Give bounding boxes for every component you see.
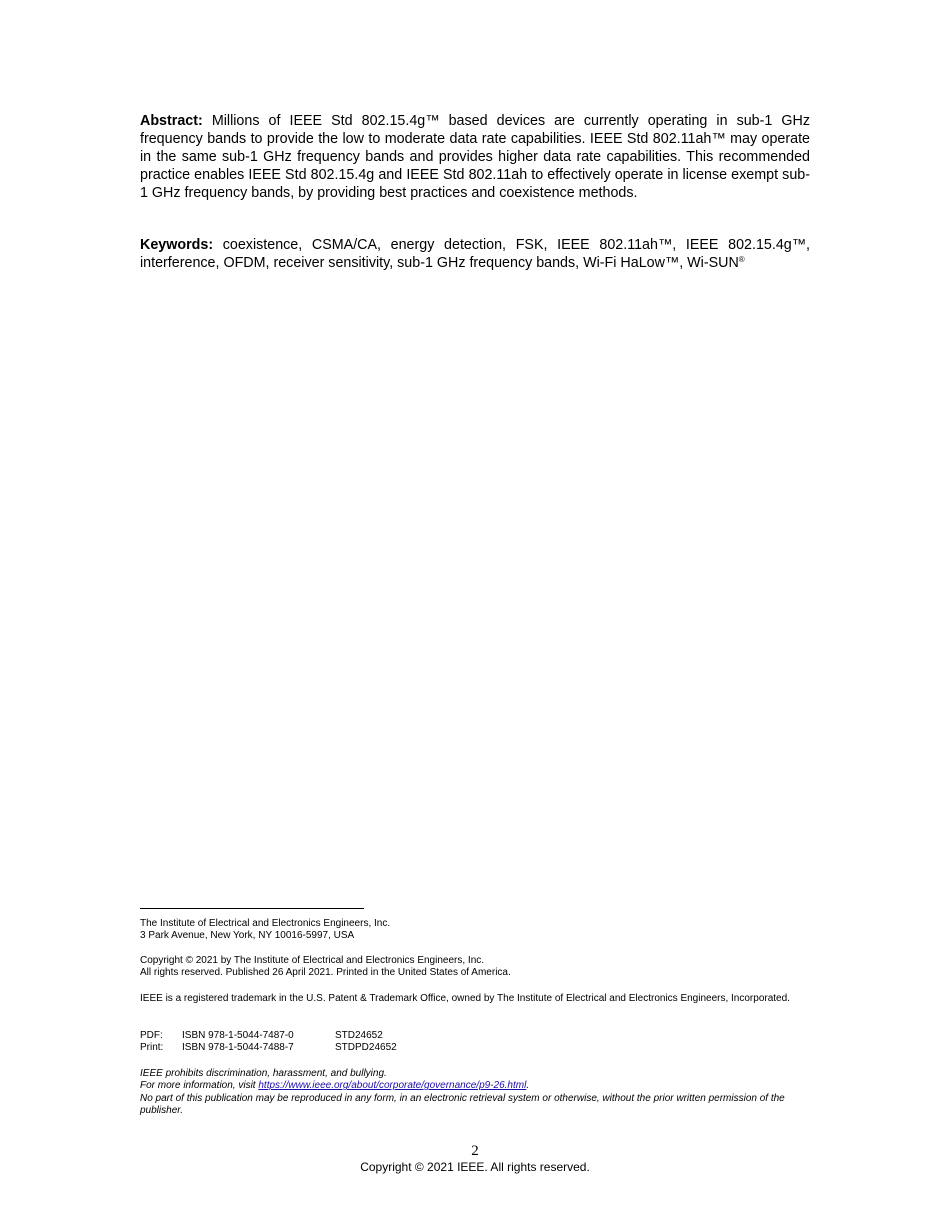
copyright-notice — [140, 955, 812, 980]
keywords-paragraph — [140, 236, 810, 272]
trademark-notice: IEEE is a registered trademark in the U.S. Patent & Trademark Office, owned by The Institute of Electrical and Electronics Engineers, Incorporated. — [140, 993, 790, 1004]
abstract-label: Abstract: — [140, 113, 203, 129]
page-footer: Copyright © 2021 IEEE. All rights reserved. — [360, 1160, 590, 1174]
page-number: 2 — [471, 1143, 479, 1159]
isbn-code: STD24652 — [335, 1030, 383, 1041]
isbn-format: PDF: — [140, 1030, 163, 1041]
isbn-number: ISBN 978-1-5044-7487-0 — [182, 1030, 294, 1041]
address-line: The Institute of Electrical and Electronics Engineers, Inc. — [140, 918, 391, 929]
info-suffix: . — [526, 1080, 530, 1092]
info-line — [140, 1080, 812, 1092]
keywords-label: Keywords: — [140, 237, 214, 253]
isbn-number: ISBN 978-1-5044-7488-7 — [182, 1042, 294, 1054]
isbn-row-pdf — [140, 1030, 812, 1042]
info-prefix: For more information, visit — [140, 1080, 259, 1092]
isbn-row-print — [140, 1042, 812, 1054]
copyright-line: All rights reserved. Published 26 April 2021. Printed in the United States of America. — [140, 967, 511, 979]
abstract-paragraph — [140, 112, 810, 202]
registered-mark: ® — [738, 255, 745, 264]
copyright-line: Copyright © 2021 by The Institute of Electrical and Electronics Engineers, Inc. — [140, 955, 485, 966]
address-line: 3 Park Avenue, New York, NY 10016-5997, USA — [140, 930, 355, 942]
footnote-divider — [140, 908, 364, 909]
reproduction-notice: No part of this publication may be reproduced in any form, in an electronic retrieval system or otherwise, without the prior written permission of the publisher. — [140, 1092, 785, 1116]
isbn-format: Print: — [140, 1042, 164, 1054]
policy-link[interactable]: https://www.ieee.org/about/corporate/governance/p9-26.html — [258, 1080, 527, 1092]
policy-line: IEEE prohibits discrimination, harassment, and bullying. — [140, 1068, 387, 1079]
publisher-address — [140, 918, 812, 943]
isbn-table — [140, 1030, 812, 1055]
abstract-text: Millions of IEEE Std 802.15.4g™ based devices are currently operating in sub-1 GHz frequency bands to provide the low to moderate data rate capabilities. IEEE Std 802.11ah™ may operate in the same sub-1 GHz frequency bands and provides higher data rate capabilities. This recommended practice enables IEEE Std 802.15.4g and IEEE Std 802.11ah to effectively operate in license exempt sub-1 GHz frequency bands, by providing best practices and coexistence methods. — [140, 113, 810, 201]
legal-notice — [140, 1068, 812, 1117]
keywords-text: coexistence, CSMA/CA, energy detection, FSK, IEEE 802.11ah™, IEEE 802.15.4g™, interference, OFDM, receiver sensitivity, sub-1 GHz frequency bands, Wi-Fi HaLow™, Wi-SUN — [140, 237, 810, 271]
isbn-code: STDPD24652 — [335, 1042, 397, 1054]
